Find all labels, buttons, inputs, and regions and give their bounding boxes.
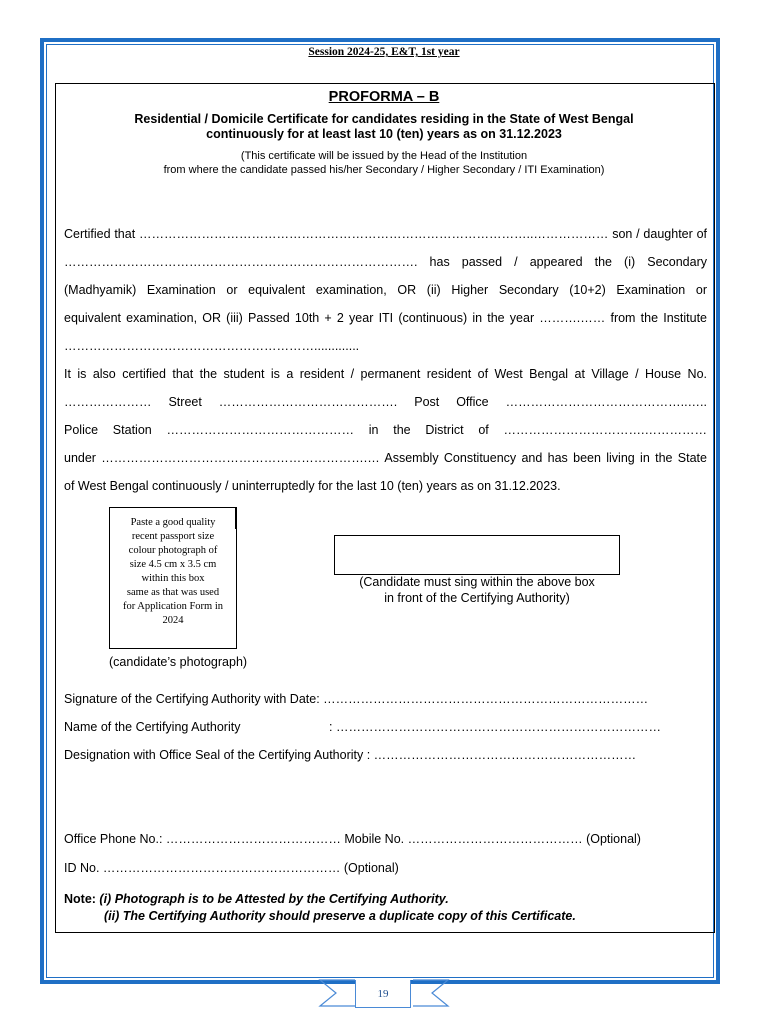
body-line: Police Station ……………………………………… in the District of …………………………….…………… [64, 423, 707, 437]
authority-designation-row: Designation with Office Seal of the Certifying Authority : ……………………………………………………… [64, 748, 637, 762]
note-item-2: (ii) The Certifying Authority should preserve a duplicate copy of this Certificate. [104, 909, 576, 923]
candidate-signature-box[interactable] [334, 535, 620, 575]
office-phone-row: Office Phone No.: …………………………………… Mobile No. …………………………………… (Optional) [64, 832, 641, 846]
page-number-ribbon [318, 976, 450, 1010]
note-label: Note: [64, 892, 96, 906]
body-line: (Madhyamik) Examination or equivalent examination, OR (ii) Higher Secondary (10+2) Examination or [64, 283, 707, 297]
signature-caption: (Candidate must sing within the above box in front of the Certifying Authority) [359, 575, 595, 605]
photo-instructions: Paste a good quality recent passport size colour photograph of size 4.5 cm x 3.5 cm within this box same as that was used for Application Form in 2024 [122, 517, 224, 626]
body-line: …………………………………………………………………………. has passed / appeared the (i) Secondary [64, 255, 707, 269]
authority-signature-row: Signature of the Certifying Authority with Date: …………………………………………………………………… [64, 692, 649, 706]
body-line: of West Bengal continuously / uninterruptedly for the last 10 (ten) years as on 31.12.2023. [64, 479, 561, 493]
body-line: ………………… Street ……………………………………. Post Office ……………………………………..….. [64, 395, 707, 409]
session-header: Session 2024-25, E&T, 1st year [308, 46, 460, 58]
authority-name-field: : …………………………………………………………………… [329, 720, 661, 734]
form-note-line1: (This certificate will be issued by the Head of the Institution [240, 150, 528, 162]
note-item-1: (i) Photograph is to be Attested by the Certifying Authority. [95, 892, 449, 906]
body-line: equivalent examination, OR (iii) Passed 10th + 2 year ITI (continuous) in the year ……….…… from the Institute [64, 311, 707, 325]
certificate-body [64, 220, 707, 500]
body-line: It is also certified that the student is a resident / permanent resident of West Bengal at Village / House No. [64, 367, 707, 381]
note-section [64, 891, 576, 925]
id-row: ID No. ………………………………………………… (Optional) [64, 861, 399, 875]
authority-name-label: Name of the Certifying Authority [64, 720, 241, 734]
body-line: Certified that …………………………………………………………………………………..……………… son / daughter of [64, 227, 707, 241]
photo-caption: (candidate’s photograph) [109, 655, 248, 669]
form-title: PROFORMA – B [328, 89, 440, 105]
form-subtitle-line1: Residential / Domicile Certificate for candidates residing in the State of West Bengal [134, 112, 634, 126]
form-subtitle-line2: continuously for at least last 10 (ten) years as on 31.12.2023 [206, 127, 562, 141]
body-line: ……………………………………………………............. [64, 339, 360, 353]
page-number: 19 [355, 980, 411, 1008]
form-note-line2: from where the candidate passed his/her Secondary / Higher Secondary / ITI Examination) [163, 164, 605, 176]
photo-box[interactable] [109, 507, 237, 649]
body-line: under ……………………………………………………….… Assembly Constituency and has been living in the State [64, 451, 707, 465]
